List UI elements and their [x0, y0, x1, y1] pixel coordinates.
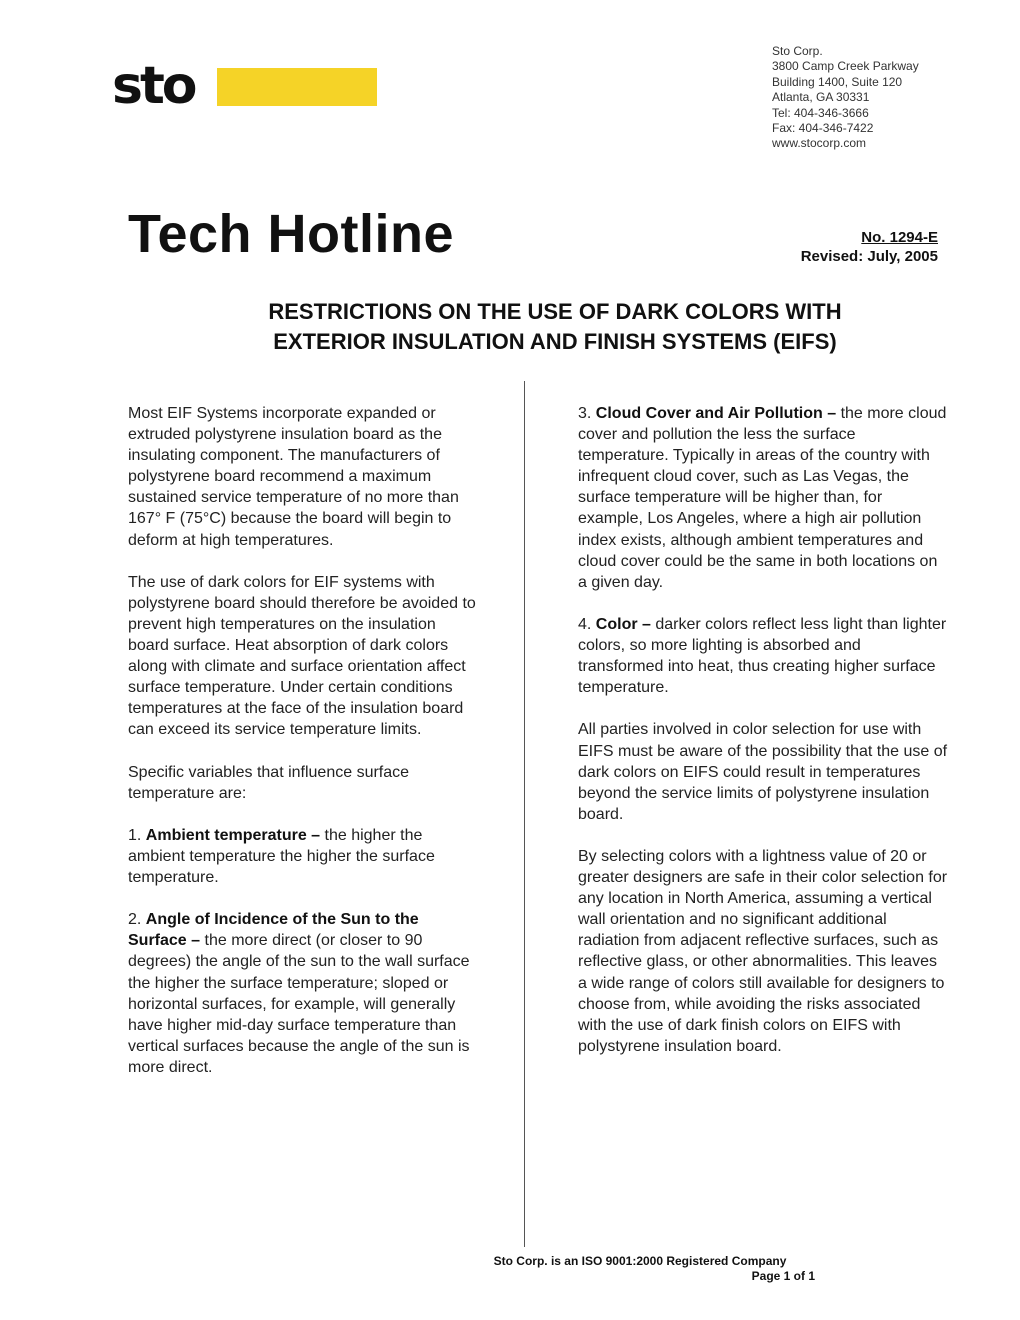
right-column: [578, 403, 950, 1078]
left-column: [128, 403, 478, 1099]
item-text: the more direct (or closer to 90 degrees) the angle of the sun to the wall surface the higher the surface temperature; sloped or horizontal surfaces, for example, will generally have higher mid-day surface temperature than vertical surfaces because the angle of the sun is more direct.: [128, 932, 470, 1076]
page-title: Tech Hotline: [128, 204, 455, 264]
address-line: 3800 Camp Creek Parkway: [772, 59, 919, 74]
sto-logo-text: sto: [112, 56, 195, 116]
logo-yellow-bar: [217, 68, 377, 106]
document-number: No. 1294-E: [861, 229, 938, 246]
list-item-cloud-cover: [578, 403, 950, 593]
list-item-ambient-temperature: [128, 825, 478, 888]
paragraph-intro: Most EIF Systems incorporate expanded or extruded polystyrene insulation board as the insulating component. The manufacturers of polystyrene board recommend a maximum sustained service temperature of no more than 167° F (75°C) because the board will begin to deform at high temperatures.: [128, 405, 459, 549]
address-line: Tel: 404-346-3666: [772, 105, 869, 120]
item-term: Angle of Incidence of the Sun to the Surface –: [128, 911, 419, 950]
address-line: Sto Corp.: [772, 44, 823, 58]
item-term: Ambient temperature –: [145, 826, 321, 844]
item-number: 3.: [578, 405, 592, 422]
item-text: the higher the ambient temperature the higher the surface temperature.: [128, 826, 435, 887]
revised-date: Revised: July, 2005: [800, 248, 938, 265]
list-item-angle-of-incidence: [128, 909, 478, 1078]
document-heading: [120, 297, 990, 357]
footer-registration: Sto Corp. is an ISO 9001:2000 Registered Company: [493, 1254, 787, 1268]
address-line: www.stocorp.com: [772, 136, 867, 151]
paragraph-lightness-value: By selecting colors with a lightness value of 20 or greater designers are safe in their color selection for any location in North America, assuming a vertical wall orientation and no significant additional radiation from adjacent reflective surfaces, such as reflective glass, or other abnormalities. This leaves a wide range of colors still available for designers to choose from, while avoiding the risks associated with the use of dark finish colors on EIFS with polystyrene insulation board.: [578, 847, 948, 1055]
item-term: Cloud Cover and Air Pollution –: [595, 405, 837, 422]
paragraph-dark-colors: The use of dark colors for EIF systems with polystyrene board should therefore be avoided to prevent high temperatures on the insulation board surface. Heat absorption of dark colors along with climate and surface orientation affect surface temperature. Under certain conditions temperatures at the face of the insulation board can exceed its service temperature limits.: [128, 573, 476, 739]
column-divider: [524, 381, 525, 1247]
paragraph-color-selection: All parties involved in color selection for use with EIFS must be aware of the possibility that the use of dark colors on EIFS could result in temperatures beyond the service limits of polystyrene insulation board.: [578, 721, 948, 823]
item-term: Color –: [595, 615, 651, 633]
item-text: darker colors reflect less light than lighter colors, so more lighting is absorbed and transformed into heat, thus creating higher surface temperature.: [578, 615, 947, 697]
list-item-color: [578, 614, 950, 698]
item-number: 1.: [128, 826, 142, 844]
heading-line-1: RESTRICTIONS ON THE USE OF DARK COLORS WITH: [268, 299, 842, 324]
item-text: the more cloud cover and pollution the less the surface temperature. Typically in areas of the country with infrequent cloud cover, such as Las Vegas, the surface temperature will be higher than, for example, Los Angeles, where a high air pollution index exists, although ambient temperatures and cloud cover could be the same in both locations on a given day.: [578, 405, 947, 591]
page-number: Page 1 of 1: [751, 1269, 815, 1283]
paragraph-variables: Specific variables that influence surface temperature are:: [128, 763, 410, 802]
item-number: 2.: [128, 911, 142, 929]
item-number: 4.: [578, 615, 592, 633]
company-address: [772, 44, 919, 152]
address-line: Building 1400, Suite 120: [772, 74, 903, 89]
address-line: Atlanta, GA 30331: [772, 90, 870, 105]
address-line: Fax: 404-346-7422: [772, 121, 874, 136]
heading-line-2: EXTERIOR INSULATION AND FINISH SYSTEMS (EIFS): [273, 329, 837, 354]
document-number-block: [801, 228, 938, 266]
